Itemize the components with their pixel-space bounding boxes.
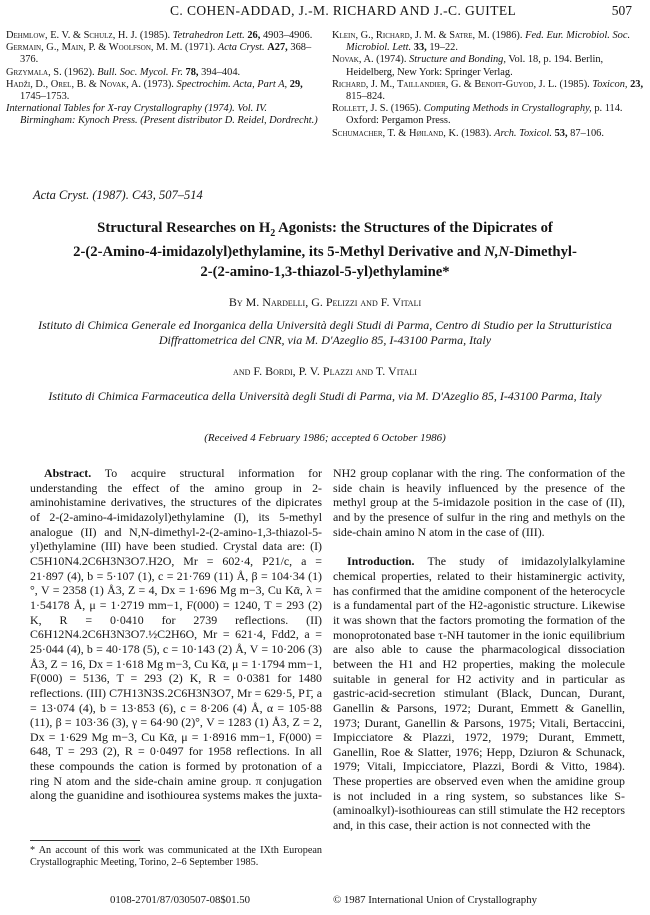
references-left (6, 30, 318, 128)
introduction-text: The study of imidazolylalkylamine chemical properties, related to their histaminergic activity, has confirmed that the amidine component of the heterocycle is a fundamental part of the H2-agonistic structure. Likewise it was shown that the factors promoting the formation of the monoprotonated base τ-NH tautomer in the ionic equilibrium are also able to cause the pharmacological dissociation between the H1 and H2 properties, making the molecule suitable in general for H2 activity and in particular as gastric-acid-secretion stimulant (Black, Duncan, Durant, Ganellin & Parsons, 1972; Durant, Emmett & Ganellin, 1973; Durant, Ganellin & Parsons, 1975; Vitali, Bertaccini, Impicciatore & Plazzi, 1972, 1979; Durant, Emmett, Ganellin, Roe & Slatter, 1976; Hepp, Dziuron & Schunack, 1979; Vitali, Impicciatore, Plazzi, Bordi & Vitto, 1984). These properties are observed even when the amidine group is not included in a ring system, so substances like S-(aminoalkyl)-isothioureas can still stimulate the H2 receptors and, in this case, their action is not connected with the (333, 554, 625, 833)
reference-item: Schumacher, T. & Høiland, K. (1983). Arch. Toxicol. 53, 87–106. (332, 127, 604, 139)
copyright-notice: © 1987 International Union of Crystallography (333, 894, 538, 906)
footnote: * An account of this work was communicated at the IXth European Crystallographic Meeting, Torino, 2–6 September 1985. (30, 845, 322, 868)
references-right (332, 30, 644, 140)
abstract-paragraph (30, 466, 322, 803)
page-header (0, 3, 650, 23)
title-line-1: Structural Researches on $H_2$ Agonists: the Structures of the Dipicrates of (97, 220, 553, 239)
reference-item: Germain, G., Main, P. & Woolfson, M. M. (1971). Acta Cryst. A27, 368–376. (6, 42, 312, 66)
reference-item: Richard, J. M., Taillandier, G. & Benoit-Guyod, J. L. (1985). Toxicon, 23, 815–824. (332, 78, 644, 103)
title-line-3: 2-(2-amino-1,3-thiazol-5-yl)ethylamine* (200, 263, 450, 280)
affiliation-2: Istituto di Chimica Farmaceutica della Università degli Studi di Parma, via M. D'Azeglio 85, I-43100 Parma, Italy (48, 389, 602, 403)
issn-code: 0108-2701/87/030507-08$01.50 (110, 894, 251, 906)
affiliation-1: Istituto di Chimica Generale ed Inorganica della Università degli Studi di Parma, Centro di Studio per la Strutturistica Diffrattometrica del CNR, via M. D'Azeglio 85, I-43100 Parma, Italy (38, 318, 612, 347)
abstract-text: To acquire structural information for understanding the effect of the amino group in 2-aminohistamine derivatives, the structures of the dipicrates of 2-(2-amino-4-imidazolyl)ethylamine (I), its 5-methyl analogue (II) and N,N-dimethyl-2-(2-amino-1,3-thiazol-5-yl)ethylamine (III) have been studied. Crystal data are: (I) C5H10N4.2C6H3N3O7.H2O, Mr = 602·4, P21/c, a = 21·897 (4), b = 5·107 (1), c = 21·769 (11) Å, β = 104·34 (1)°, V = 2358 (1) Å3, Z = 4, Dx = 1·696 Mg m−3, Cu Kᾱ, λ = 1·54178 Å, μ = 1·2719 mm−1, F(000) = 1240, T = 293 (2) K, R = 0·0410 for 2739 reflections. (II) C6H12N4.2C6H3N3O7.½C2H6O, Mr = 621·4, Fdd2, a = 25·044 (4), b = 40·178 (5), c = 10·143 (2) Å, V = 10·206 (3) Å3, Z = 16, Dx = 1·618 Mg m−3, Cu Kᾱ, μ = 1·1794 mm−1, F(000) = 5136, T = 293 (2) K, R = 0·0381 for 1480 reflections. (III) C7H13N3S.2C6H3N3O7, Mr = 629·5, P1̄, a = 13·074 (4), b = 13·853 (6), c = 8·206 (4) Å, α = 105·88 (11), β = 103·36 (3), γ = 64·90 (2)°, V = 1283 (1) Å3, Z = 2, Dx = 1·629 Mg m−3, Cu Kᾱ, μ = 1·8916 mm−1, F(000) = 648, T = 293 (2), R = 0·0497 for 1958 reflections. In all these compounds the cation is formed by protonation of a ring N atom and the side-chain amine group. π conjugation along the guanidine and isothiourea systems makes the juxta- (30, 466, 322, 803)
abstract-heading: Abstract. (44, 466, 92, 480)
reference-item: International Tables for X-ray Crystallography (1974). Vol. IV. Birmingham: Kynoch Press. (Present distributor D. Reidel, Dordrecht.) (6, 103, 318, 127)
reference-item: Novak, A. (1974). Structure and Bonding, Vol. 18, p. 194. Berlin, Heidelberg, New York: Springer Verlag. (332, 54, 604, 78)
reference-item: Hadži, D., Orel, B. & Novak, A. (1973). Spectrochim. Acta, Part A, 29, 1745–1753. (6, 78, 303, 103)
reference-item: Dehmlow, E. V. & Schulz, H. J. (1985). Tetrahedron Lett. 26, 4903–4906. (6, 30, 313, 41)
reference-item: Rollett, J. S. (1965). Computing Methods in Crystallography, p. 114. Oxford: Pergamon Press. (332, 103, 623, 127)
abstract-column (30, 466, 322, 803)
reference-item: Grzymala, S. (1962). Bull. Soc. Mycol. Fr. 78, 394–404. (6, 66, 241, 78)
running-head: C. COHEN-ADDAD, J.-M. RICHARD AND J.-C. GUITEL (170, 3, 517, 18)
author-list-2: and F. Bordi, P. V. Plazzi and T. Vitali (233, 364, 417, 378)
page-number: 507 (611, 3, 632, 18)
introduction-heading: Introduction. (347, 554, 415, 569)
footnote-rule (30, 840, 140, 841)
title-line-2: 2-(2-Amino-4-imidazolyl)ethylamine, its 5-Methyl Derivative and N,N-Dimethyl- (73, 244, 577, 261)
reference-item: Klein, G., Richard, J. M. & Satre, M. (1986). Fed. Eur. Microbiol. Soc. Microbiol. Lett. 33, 19–22. (332, 30, 631, 54)
article-title (30, 219, 620, 282)
right-column (333, 466, 625, 833)
journal-citation: Acta Cryst. (1987). C43, 507–514 (33, 188, 203, 202)
abstract-continuation: NH2 group coplanar with the ring. The conformation of the side chain is heavily influenced by the presence of the methyl group at the 5-imidazole position in the case of (II), and by the presence of sulfur in the ring and methyls on the side-chain amino N atom in the case of (III). (333, 466, 625, 539)
author-list-1: By M. Nardelli, G. Pelizzi and F. Vitali (228, 295, 422, 309)
received-dates: (Received 4 February 1986; accepted 6 October 1986) (204, 432, 446, 444)
introduction-paragraph (333, 554, 625, 832)
